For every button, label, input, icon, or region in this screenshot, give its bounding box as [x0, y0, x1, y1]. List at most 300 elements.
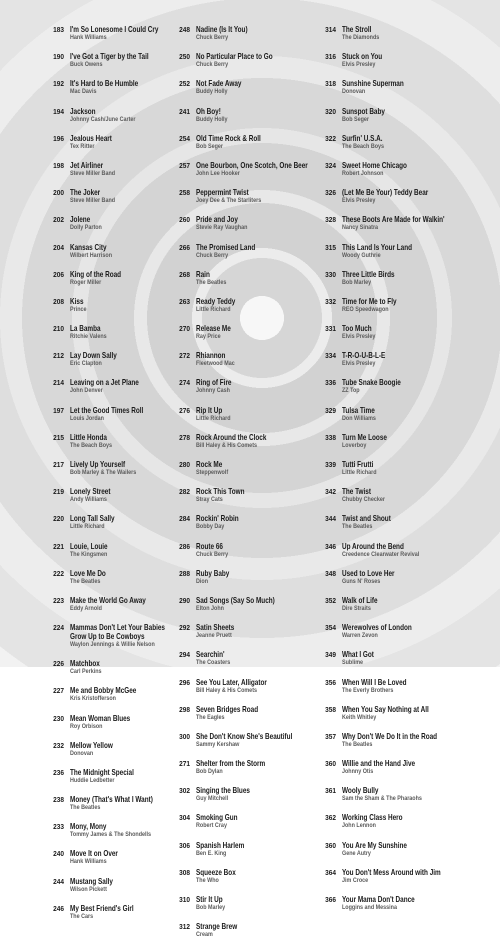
- song-text: [196, 841, 336, 868]
- page-number: 342: [325, 487, 336, 497]
- song-artist: Elvis Presley: [342, 61, 376, 69]
- song-title: Mammas Don't Let Your Babies: [70, 623, 165, 633]
- song-artist: Wilbert Harrison: [70, 251, 113, 259]
- song-title: Leaving on a Jet Plane: [70, 378, 139, 388]
- page-number: 300: [179, 731, 190, 741]
- song-title: Used to Love Her: [342, 568, 395, 578]
- song-artist: Donovan: [70, 749, 94, 757]
- song-title: Shelter from the Storm: [196, 759, 266, 769]
- song-artist: Little Richard: [196, 414, 231, 422]
- song-title: Three Little Birds: [342, 269, 395, 279]
- song-artist: Tommy James & The Shondells: [70, 831, 152, 839]
- song-artist: Bob Marley & The Wailers: [70, 469, 137, 476]
- song-title: You Don't Mess Around with Jim: [342, 867, 441, 877]
- song-artist: The Beatles: [70, 804, 101, 812]
- song-artist: The Diamonds: [342, 34, 380, 41]
- page-number: 308: [179, 867, 190, 877]
- song-artist: Dire Straits: [342, 604, 371, 612]
- page-number: 198: [53, 160, 64, 170]
- song-text: [342, 188, 482, 215]
- song-artist: Buddy Holly: [196, 115, 228, 123]
- song-title: Louie, Louie: [70, 541, 108, 551]
- song-artist: Wilson Pickett: [70, 885, 107, 893]
- song-title: Long Tall Sally: [70, 514, 115, 524]
- song-title: Ruby Baby: [196, 568, 230, 578]
- song-entry: [318, 25, 482, 52]
- song-entry: [318, 215, 482, 242]
- page-number: 320: [325, 106, 336, 116]
- song-title: Sad Songs (Say So Much): [196, 595, 275, 605]
- song-artist: Warren Zevon: [342, 632, 378, 640]
- song-title: Make the World Go Away: [70, 595, 146, 605]
- song-artist: Loverboy: [342, 441, 367, 449]
- song-title: Working Class Hero: [342, 813, 403, 823]
- song-artist: Johnny Otis: [342, 768, 374, 776]
- page-number: 356: [325, 677, 336, 687]
- page-number: 224: [53, 623, 64, 633]
- song-entry: [318, 841, 482, 868]
- page-number: 280: [179, 460, 190, 469]
- song-text: [196, 270, 336, 297]
- song-title: It's Hard to Be Humble: [70, 79, 139, 89]
- song-entry: [172, 52, 336, 79]
- song-artist: The Who: [196, 876, 219, 884]
- song-entry: [172, 406, 336, 433]
- song-artist: Elvis Presley: [342, 333, 376, 341]
- page-number: 358: [325, 704, 336, 714]
- song-title: Money (That's What I Want): [70, 795, 153, 805]
- song-text: [342, 623, 482, 650]
- song-title: These Boots Are Made for Walkin': [342, 215, 445, 225]
- song-artist: The Beatles: [342, 740, 373, 748]
- song-artist: The Kingsmen: [70, 550, 108, 558]
- song-title: Twist and Shout: [342, 514, 391, 524]
- page-number: 270: [179, 324, 190, 334]
- page-number: 219: [53, 487, 64, 497]
- page-number: 312: [179, 922, 190, 932]
- song-text: [196, 542, 336, 569]
- song-text: [342, 161, 482, 188]
- page-number: 290: [179, 595, 190, 605]
- song-title: I'm So Lonesome I Could Cry: [70, 25, 159, 34]
- song-artist: Cream: [196, 931, 213, 939]
- song-title: Move It on Over: [70, 849, 118, 859]
- page-number: 271: [179, 759, 190, 769]
- song-text: [196, 52, 336, 79]
- page-number: 329: [325, 405, 336, 415]
- song-title: Mellow Yellow: [70, 740, 113, 750]
- song-title: (Let Me Be Your) Teddy Bear: [342, 188, 429, 198]
- song-title: Singing the Blues: [196, 786, 250, 796]
- song-artist: Roger Miller: [70, 278, 102, 286]
- song-text: [196, 215, 336, 242]
- song-title: Lonely Street: [70, 487, 111, 497]
- song-entry: [172, 922, 336, 949]
- song-entry: [172, 161, 336, 188]
- song-title: Jackson: [70, 106, 96, 116]
- song-text: [342, 650, 482, 677]
- song-title: Lively Up Yourself: [70, 460, 126, 469]
- song-text: [196, 134, 336, 161]
- page-number: 204: [53, 242, 64, 252]
- song-artist: Hank Williams: [70, 34, 107, 41]
- song-artist: Tex Ritter: [70, 142, 95, 150]
- song-text: [196, 895, 336, 922]
- song-entry: [172, 705, 336, 732]
- song-text: [196, 351, 336, 378]
- song-entry: [318, 378, 482, 405]
- song-artist: Donovan: [342, 88, 366, 96]
- song-artist: John Denver: [70, 387, 103, 395]
- song-title: This Land Is Your Land: [342, 242, 413, 252]
- song-text: [342, 813, 482, 840]
- song-entry: [318, 79, 482, 106]
- song-title: Release Me: [196, 324, 231, 334]
- song-artist: Sam the Sham & The Pharaohs: [342, 795, 422, 803]
- song-text: [342, 460, 482, 487]
- page-number: 354: [325, 623, 336, 633]
- page-number: 197: [53, 405, 64, 415]
- song-text: [342, 732, 482, 759]
- song-entry: [318, 895, 482, 922]
- page-number: 230: [53, 713, 64, 723]
- page-number: 214: [53, 378, 64, 388]
- page-number: 318: [325, 79, 336, 89]
- song-entry: [318, 351, 482, 378]
- page-number: 238: [53, 795, 64, 805]
- song-entry: [172, 678, 336, 705]
- song-title: Love Me Do: [70, 568, 106, 578]
- song-column-3: [318, 25, 482, 922]
- song-text: [342, 895, 482, 922]
- page-number: 336: [325, 378, 336, 388]
- song-artist: Loggins and Messina: [342, 904, 397, 911]
- page-number: 334: [325, 351, 336, 361]
- song-entry: [172, 107, 336, 134]
- song-text: [196, 243, 336, 270]
- page-number: 315: [325, 242, 336, 252]
- song-artist: Guy Mitchell: [196, 795, 229, 803]
- song-title: Route 66: [196, 541, 223, 551]
- song-artist: Gene Autry: [342, 849, 371, 857]
- song-text: [342, 868, 482, 895]
- song-entry: [318, 786, 482, 813]
- song-artist: Robert Johnson: [342, 169, 384, 177]
- song-text: [342, 25, 482, 52]
- song-title: Your Mama Don't Dance: [342, 895, 415, 904]
- song-text: [342, 215, 482, 242]
- song-entry: [318, 732, 482, 759]
- song-artist: Bob Seger: [342, 115, 370, 123]
- page-number: 223: [53, 595, 64, 605]
- song-title: Pride and Joy: [196, 215, 238, 225]
- page-number: 352: [325, 595, 336, 605]
- page-number: 208: [53, 296, 64, 306]
- song-title: My Best Friend's Girl: [70, 903, 134, 913]
- song-text: [342, 841, 482, 868]
- song-text: [196, 623, 336, 650]
- song-title: See You Later, Alligator: [196, 677, 267, 687]
- page-number: 328: [325, 215, 336, 225]
- song-title: Wooly Bully: [342, 786, 379, 796]
- song-entry: [318, 596, 482, 623]
- song-title: Rock This Town: [196, 487, 245, 497]
- song-title: Mony, Mony: [70, 822, 107, 832]
- page-number: 241: [179, 106, 190, 116]
- page-number: 260: [179, 215, 190, 225]
- song-artist: Stray Cats: [196, 496, 223, 504]
- song-title: Surfin' U.S.A.: [342, 133, 383, 143]
- song-artist: Eddy Arnold: [70, 604, 102, 612]
- song-text: [342, 134, 482, 161]
- song-entry: [318, 324, 482, 351]
- song-entry: [318, 134, 482, 161]
- page-number: 252: [179, 79, 190, 89]
- song-artist: Little Richard: [342, 469, 377, 476]
- song-entry: [318, 188, 482, 215]
- song-artist: Bill Haley & His Comets: [196, 686, 258, 694]
- page-number: 324: [325, 160, 336, 170]
- song-artist: Elton John: [196, 604, 224, 612]
- page-number: 263: [179, 296, 190, 306]
- song-title: When You Say Nothing at All: [342, 704, 429, 714]
- song-title: Rock Me: [196, 460, 223, 469]
- song-artist: Ritchie Valens: [70, 333, 107, 341]
- song-title: Old Time Rock & Roll: [196, 133, 261, 143]
- song-artist: Chuck Berry: [196, 34, 229, 41]
- song-title: Rock Around the Clock: [196, 432, 267, 442]
- song-title: Willie and the Hand Jive: [342, 759, 416, 769]
- page-number: 274: [179, 378, 190, 388]
- page-number: 240: [53, 849, 64, 859]
- song-text: [342, 79, 482, 106]
- song-title: When Will I Be Loved: [342, 677, 407, 687]
- page-number: 266: [179, 242, 190, 252]
- song-artist: ZZ Top: [342, 387, 360, 395]
- song-title: Lay Down Sally: [70, 351, 117, 361]
- song-entry: [172, 243, 336, 270]
- song-entry: [172, 895, 336, 922]
- song-artist: Buddy Holly: [196, 88, 228, 96]
- song-artist: Waylon Jennings & Willie Nelson: [70, 641, 155, 649]
- page-number: 222: [53, 568, 64, 578]
- song-entry: [318, 270, 482, 297]
- song-artist: Keith Whitley: [342, 713, 377, 721]
- page-number: 349: [325, 650, 336, 660]
- song-title: The Stroll: [342, 25, 372, 34]
- song-entry: [172, 868, 336, 895]
- page-number: 227: [53, 686, 64, 696]
- song-text: [196, 569, 336, 596]
- song-artist: Johnny Cash: [196, 387, 230, 395]
- song-title: Tulsa Time: [342, 405, 375, 415]
- song-artist: Sammy Kershaw: [196, 740, 240, 748]
- song-title: Rhiannon: [196, 351, 226, 361]
- page-number: 288: [179, 568, 190, 578]
- page-number: 221: [53, 541, 64, 551]
- song-artist: The Coasters: [196, 659, 231, 667]
- page-number: 361: [325, 786, 336, 796]
- song-text: [342, 433, 482, 460]
- song-title: Let the Good Times Roll: [70, 405, 144, 415]
- song-artist: Sublime: [342, 659, 364, 667]
- page-number: 194: [53, 106, 64, 116]
- song-entry: [172, 732, 336, 759]
- page-number: 202: [53, 215, 64, 225]
- song-title: Sunspot Baby: [342, 106, 385, 116]
- song-entry: [318, 678, 482, 705]
- song-title: Stuck on You: [342, 52, 383, 62]
- song-artist: Little Richard: [196, 305, 231, 313]
- song-entry: [318, 868, 482, 895]
- song-entry: [318, 569, 482, 596]
- song-text: [342, 378, 482, 405]
- page-number: 196: [53, 133, 64, 143]
- song-entry: [172, 188, 336, 215]
- song-entry: [172, 134, 336, 161]
- song-artist: Carl Perkins: [70, 668, 102, 676]
- song-title: Little Honda: [70, 432, 107, 442]
- page-number: 298: [179, 704, 190, 714]
- page-number: 364: [325, 867, 336, 877]
- song-artist: Jim Croce: [342, 876, 369, 884]
- song-text: [342, 324, 482, 351]
- song-title: The Promised Land: [196, 242, 256, 252]
- song-title: Squeeze Box: [196, 867, 236, 877]
- song-entry: [172, 433, 336, 460]
- song-text: [196, 650, 336, 677]
- song-title: What I Got: [342, 650, 374, 660]
- page-number: 362: [325, 813, 336, 823]
- song-title: Searchin': [196, 650, 225, 660]
- page-number: 330: [325, 269, 336, 279]
- page-number: 304: [179, 813, 190, 823]
- song-entry: [318, 813, 482, 840]
- song-text: [196, 25, 336, 52]
- song-text: [196, 406, 336, 433]
- song-title: King of the Road: [70, 269, 122, 279]
- song-text: [196, 732, 336, 759]
- song-entry: [318, 514, 482, 541]
- song-artist: Buck Owens: [70, 61, 103, 69]
- song-artist: Little Richard: [70, 523, 105, 531]
- song-text: [342, 270, 482, 297]
- song-title: The Midnight Special: [70, 767, 134, 777]
- song-artist: Prince: [70, 305, 87, 313]
- page-number: 212: [53, 351, 64, 361]
- song-title: Rockin' Robin: [196, 514, 239, 524]
- song-entry: [172, 25, 336, 52]
- song-text: [196, 324, 336, 351]
- song-entry: [172, 460, 336, 487]
- song-artist: Elvis Presley: [342, 197, 376, 205]
- song-text: [196, 514, 336, 541]
- song-artist: Bob Marley: [342, 278, 372, 286]
- song-title: You Are My Sunshine: [342, 840, 407, 850]
- song-entry: [172, 759, 336, 786]
- song-artist: Dolly Parton: [70, 224, 102, 232]
- song-text: [196, 596, 336, 623]
- song-title: Walk of Life: [342, 595, 378, 605]
- song-text: [342, 107, 482, 134]
- page-number: 183: [53, 25, 64, 34]
- page-number: 257: [179, 160, 190, 170]
- song-title: Strange Brew: [196, 922, 238, 932]
- song-artist: The Eagles: [196, 713, 225, 721]
- song-entry: [318, 161, 482, 188]
- page-number: 294: [179, 650, 190, 660]
- song-text: [342, 52, 482, 79]
- song-artist: The Beach Boys: [70, 441, 113, 449]
- song-title: Kansas City: [70, 242, 107, 252]
- song-title: Rip It Up: [196, 405, 223, 415]
- song-artist: Eric Clapton: [70, 360, 102, 368]
- song-entry: [172, 297, 336, 324]
- song-title: T-R-O-U-B-L-E: [342, 351, 386, 361]
- song-title: Smoking Gun: [196, 813, 238, 823]
- song-artist: Mac Davis: [70, 88, 97, 96]
- page-number: 233: [53, 822, 64, 832]
- page-number: 210: [53, 324, 64, 334]
- song-artist: Steve Miller Band: [70, 197, 116, 205]
- song-text: [342, 406, 482, 433]
- page-number: 292: [179, 623, 190, 633]
- song-artist: Robert Cray: [196, 822, 227, 830]
- song-title: Me and Bobby McGee: [70, 686, 137, 696]
- song-title: Why Don't We Do It in the Road: [342, 731, 438, 741]
- page-number: 306: [179, 840, 190, 850]
- song-artist: Bob Marley: [196, 904, 226, 911]
- song-title: Tutti Frutti: [342, 460, 374, 469]
- song-text: [342, 243, 482, 270]
- song-entry: [318, 759, 482, 786]
- song-artist: Woody Guthrie: [342, 251, 381, 259]
- page-number: 310: [179, 895, 190, 904]
- page-number: 217: [53, 460, 64, 469]
- song-title: I've Got a Tiger by the Tail: [70, 52, 149, 62]
- song-artist: Bob Seger: [196, 142, 224, 150]
- song-title: She Don't Know She's Beautiful: [196, 731, 293, 741]
- page-number: 314: [325, 25, 336, 34]
- song-title: Turn Me Loose: [342, 432, 387, 442]
- song-entry: [172, 841, 336, 868]
- song-artist: Joey Dee & The Starliters: [196, 197, 262, 205]
- song-text: [196, 487, 336, 514]
- song-title: No Particular Place to Go: [196, 52, 273, 62]
- song-entry: [172, 569, 336, 596]
- song-entry: [318, 433, 482, 460]
- song-text: [342, 786, 482, 813]
- page-number: 346: [325, 541, 336, 551]
- page-number: 246: [53, 903, 64, 913]
- song-entry: [318, 623, 482, 650]
- song-artist: The Everly Brothers: [342, 686, 394, 694]
- page-number: 302: [179, 786, 190, 796]
- page-number: 190: [53, 52, 64, 62]
- song-title: Kiss: [70, 296, 84, 306]
- song-entry: [318, 107, 482, 134]
- song-text: [342, 759, 482, 786]
- song-artist: Don Williams: [342, 414, 376, 422]
- song-artist: Steve Miller Band: [70, 169, 116, 177]
- song-title: Jet Airliner: [70, 160, 104, 170]
- song-artist: The Beatles: [70, 577, 101, 585]
- song-title: The Twist: [342, 487, 371, 497]
- song-title: Jolene: [70, 215, 91, 225]
- song-artist: Johnny Cash/June Carter: [70, 115, 136, 123]
- page-number: 326: [325, 188, 336, 198]
- song-artist: REO Speedwagon: [342, 305, 389, 313]
